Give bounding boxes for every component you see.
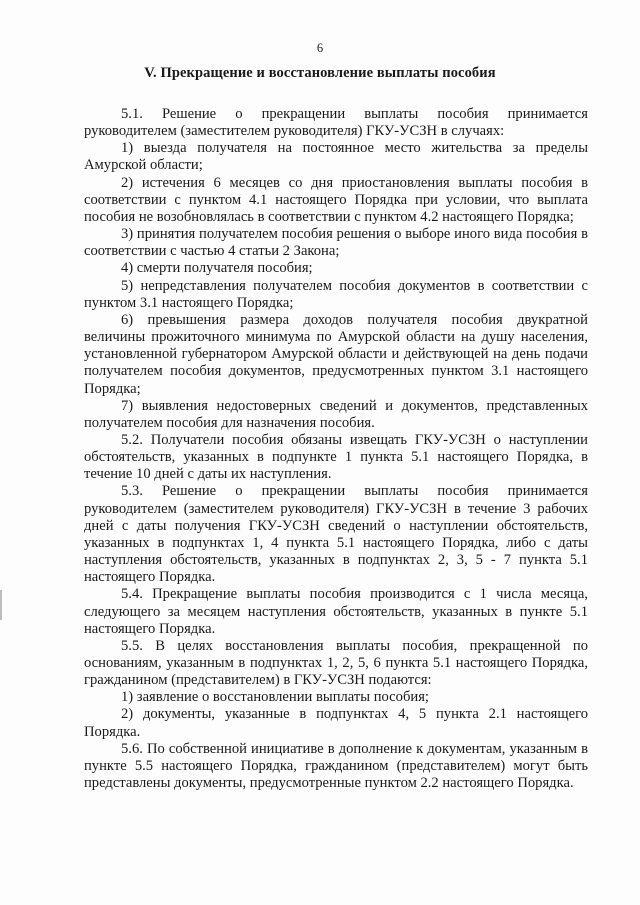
paragraph-5-3: 5.3. Решение о прекращении выплаты пособия принимается руководителем (заместителем руководителя) ГКУ-УСЗН в течение 3 рабочих дней с даты получения ГКУ-УСЗН сведений о наступлении обстоятельств, указанных в подпунктах 1, 4 пункта 5.1 настоящего Порядка, либо с даты наступления обстоятельств, указанных в подпунктах 2, 3, 5 - 7 пункта 5.1 настоящего Порядка. [84, 483, 588, 586]
paragraph-5-6: 5.6. По собственной инициативе в дополнение к документам, указанным в пункте 5.5 настоящего Порядка, гражданином (представителем) могут быть представлены документы, предусмотренные пунктом 2.2 настоящего Порядка. [84, 740, 588, 792]
list-item-5-1-5: 5) непредставления получателем пособия документов в соответствии с пунктом 3.1 настоящего Порядка; [84, 277, 588, 311]
list-item-5-1-7: 7) выявления недостоверных сведений и документов, представленных получателем пособия для назначения пособия. [84, 397, 588, 431]
list-item-5-5-1: 1) заявление о восстановлении выплаты пособия; [121, 689, 429, 706]
paragraph-5-4: 5.4. Прекращение выплаты пособия производится с 1 числа месяца, следующего за месяцем наступления обстоятельств, указанных в пункте 5.1 настоящего Порядка. [84, 586, 588, 637]
paragraph-5-1: 5.1. Решение о прекращении выплаты пособия принимается руководителем (заместителем руководителя) ГКУ-УСЗН в случаях: [84, 106, 588, 140]
paragraph-5-5: 5.5. В целях восстановления выплаты пособия, прекращенной по основаниям, указанным в подпунктах 1, 2, 5, 6 пункта 5.1 настоящего Порядка, гражданином (представителем) в ГКУ-УСЗН подаются: [84, 637, 588, 689]
document-body [84, 106, 588, 792]
page-number: 6 [316, 41, 324, 55]
list-item-5-1-3: 3) принятия получателем пособия решения о выборе иного вида пособия в соответствии с частью 4 статьи 2 Закона; [84, 226, 588, 260]
paragraph-5-2: 5.2. Получатели пособия обязаны извещать ГКУ-УСЗН о наступлении обстоятельств, указанных в подпункте 1 пункта 5.1 настоящего Порядка, в течение 10 дней с даты их наступления. [84, 431, 588, 483]
list-item-5-5-2: 2) документы, указанные в подпунктах 4, 5 пункта 2.1 настоящего Порядка. [84, 706, 588, 740]
list-item-5-1-4: 4) смерти получателя пособия; [121, 260, 313, 277]
list-item-5-1-6: 6) превышения размера доходов получателя пособия двукратной величины прожиточного минимума по Амурской области на душу населения, установленной губернатором Амурской области и действующей на день подачи получателем пособия документов, предусмотренных пунктом 3.1 настоящего Порядка; [84, 311, 588, 397]
list-item-5-1-1: 1) выезда получателя на постоянное место жительства за пределы Амурской области; [84, 140, 588, 174]
scan-edge-mark [0, 590, 2, 620]
section-title: V. Прекращение и восстановление выплаты пособия [144, 65, 496, 81]
list-item-5-1-2: 2) истечения 6 месяцев со дня приостановления выплаты пособия в соответствии с пунктом 4.1 настоящего Порядка при условии, что выплата пособия не возобновлялась в соответствии с пунктом 4.2 настоящего Порядка; [84, 174, 588, 225]
